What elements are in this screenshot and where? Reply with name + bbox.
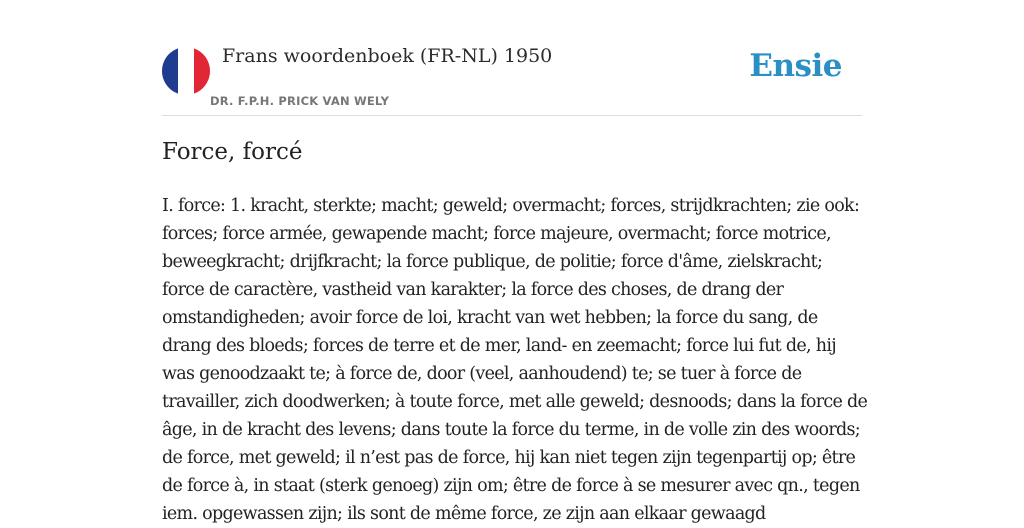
flag-stripe-blue bbox=[162, 47, 178, 95]
france-flag-icon bbox=[162, 47, 210, 95]
flag-stripe-red bbox=[194, 47, 210, 95]
page bbox=[162, 0, 868, 524]
dictionary-title[interactable]: Frans woordenboek (FR-NL) 1950 bbox=[222, 45, 553, 67]
flag-stripe-white bbox=[178, 47, 194, 95]
entry-headword: Force, forcé bbox=[162, 139, 303, 165]
dictionary-author: DR. F.P.H. PRICK VAN WELY bbox=[210, 94, 390, 108]
brand-logo[interactable]: Ensie bbox=[749, 48, 842, 84]
header-divider bbox=[162, 115, 862, 116]
entry-definition: I. force: 1. kracht, sterkte; macht; geweld; overmacht; forces, strijdkrachten; zie ook: forces; force armée, gewapende macht; force majeure, overmacht; force motrice, beweegkracht; drijfkracht; la force publique, de politie; force d'âme, zielskracht; force de caractère, vastheid van karakter; la force des choses, de drang der omstandigheden; avoir force de loi, kracht van wet hebben; la force du sang, de drang des bloeds; forces de terre et de mer, land- en zeemacht; force lui fut de, hij was genoodzaakt te; à force de, door (veel, aanhoudend) te; se tuer à force de travailler, zich doodwerken; à toute force, met alle geweld; desnoods; dans la force de âge, in de kracht des levens; dans toute la force du terme, in de volle zin des woords; de force, met geweld; il n’est pas de force, hij kan niet tegen zijn tegenpartij op; être de force à, in staat (sterk genoeg) zijn om; être de force à se mesurer avec qn., tegen iem. opgewassen zijn; ils sont de même force, ze zijn aan elkaar gewaagd bbox=[162, 196, 868, 524]
